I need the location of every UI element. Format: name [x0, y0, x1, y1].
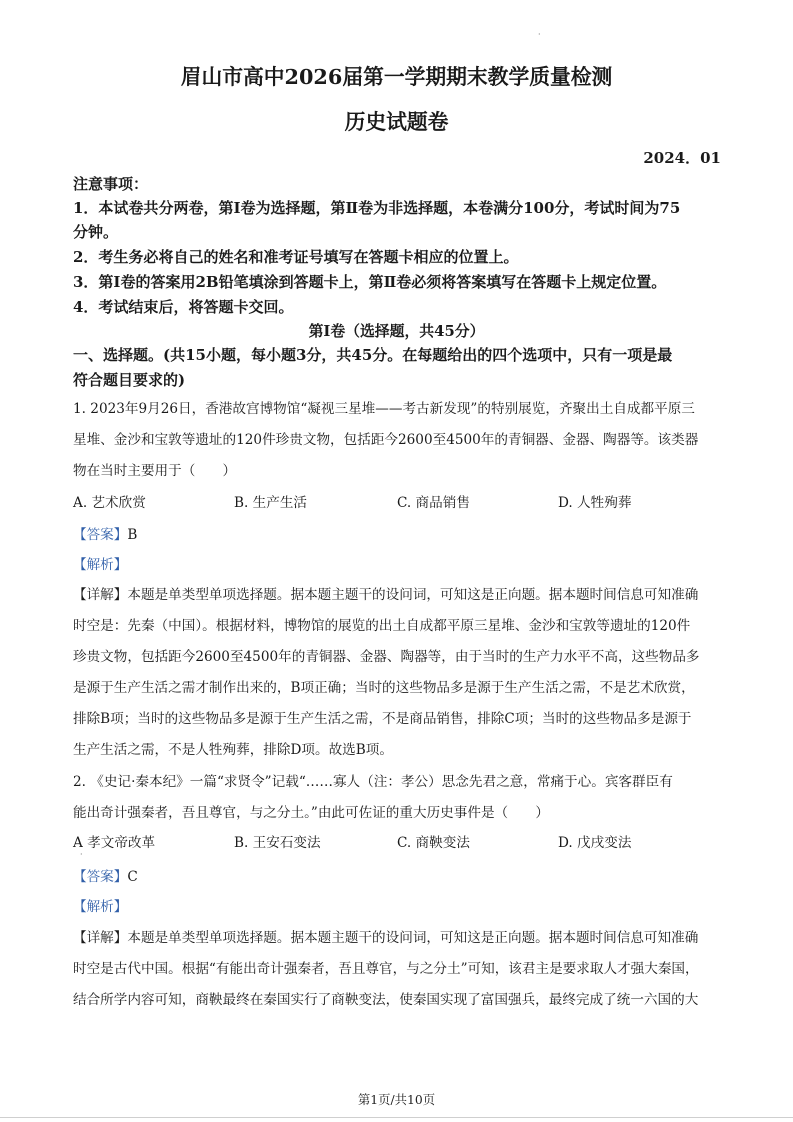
- q2-option-b: B. 王安石变法: [234, 835, 321, 851]
- q2-analysis-label: 【解析】: [73, 899, 128, 915]
- q1-detail-line-2: 时空是：先秦（中国）。根据材料，博物馆的展览的出土自成都平原三星堆、金沙和宝敦等遗址的120件: [73, 618, 691, 634]
- q1-stem-line-2: 星堆、金沙和宝敦等遗址的120件珍贵文物，包括距今2600至4500年的青铜器、金器、陶器等。该类器: [73, 432, 699, 448]
- q1-stem-line-3: 物在当时主要用于（ ）: [73, 463, 237, 479]
- q1-detail-line-6: 生产生活之需，不是人牲殉葬，排除D项。故选B项。: [73, 742, 393, 758]
- q1-option-a: A. 艺术欣赏: [73, 495, 146, 511]
- q2-option-d: D. 戊戌变法: [558, 835, 632, 851]
- q2-answer-value: C: [127, 869, 138, 885]
- q2-detail-line-2: 时空是古代中国。根据“有能出奇计强秦者，吾且尊官，与之分土”可知，该君主是要求取人才强大秦国，: [73, 961, 699, 977]
- q1-detail-line-1: 【详解】本题是单类型单项选择题。据本题主题干的设问词，可知这是正向题。据本题时间信息可知准确: [73, 587, 699, 603]
- section-title: 第Ⅰ卷（选择题，共45分）: [308, 323, 485, 340]
- q2-stem-line-2: 能出奇计强秦者，吾且尊官，与之分土。”由此可佐证的重大历史事件是（ ）: [73, 805, 549, 821]
- bottom-divider: [0, 1117, 793, 1118]
- q1-answer: [73, 523, 137, 543]
- q2-stem-line-1: 2. 《史记·秦本纪》一篇“求贤令”记载“……寡人（注：孝公）思念先君之意，常痛于心。宾客群臣有: [73, 774, 673, 790]
- notice-line-1a: 1．本试卷共分两卷，第Ⅰ卷为选择题，第Ⅱ卷为非选择题，本卷满分100分，考试时间为75: [73, 199, 681, 217]
- notice-line-1b: 分钟。: [73, 223, 119, 241]
- page-number: 第1页/共10页: [357, 1093, 436, 1107]
- q2-option-c: C. 商鞅变法: [397, 835, 470, 851]
- q2-detail-line-3: 结合所学内容可知，商鞅最终在秦国实行了商鞅变法，使秦国实现了富国强兵，最终完成了统一六国的大: [73, 992, 699, 1008]
- q1-stem-line-1: 1. 2023年9月26日，香港故宫博物馆“凝视三星堆——考古新发现”的特别展览，齐聚出土自成都平原三: [73, 401, 695, 417]
- q2-detail-line-1: 【详解】本题是单类型单项选择题。据本题主题干的设问词，可知这是正向题。据本题时间信息可知准确: [73, 930, 699, 946]
- q1-detail-line-3: 珍贵文物，包括距今2600至4500年的青铜器、金器、陶器等，由于当时的生产力水平不高，这些物品多: [73, 649, 700, 665]
- q2-answer-label: 【答案】: [73, 869, 128, 885]
- q1-answer-label: 【答案】: [73, 527, 128, 543]
- q1-analysis-label: 【解析】: [73, 557, 128, 573]
- q1-option-c: C. 商品销售: [397, 495, 470, 511]
- notice-heading: 注意事项：: [73, 175, 149, 193]
- q1-answer-value: B: [127, 527, 138, 543]
- exam-title: 眉山市高中2026届第一学期期末教学质量检测: [180, 64, 613, 89]
- notice-line-3: 3．第Ⅰ卷的答案用2B铅笔填涂到答题卡上，第Ⅱ卷必须将答案填写在答题卡上规定位置。: [73, 273, 667, 291]
- exam-date: 2024．01: [643, 149, 721, 167]
- q1-detail-line-4: 是源于生产生活之需才制作出来的，B项正确；当时的这些物品多是源于生产生活之需，不是艺术欣赏，: [73, 680, 695, 696]
- exam-subtitle: 历史试题卷: [344, 109, 449, 134]
- q2-stray-dot: ·: [80, 850, 83, 859]
- notice-line-4: 4．考试结束后，将答题卡交回。: [73, 298, 294, 316]
- q2-option-a: A 孝文帝改革: [73, 835, 156, 851]
- q1-detail-line-5: 排除B项；当时的这些物品多是源于生产生活之需，不是商品销售，排除C项；当时的这些物品多是源于: [73, 711, 692, 727]
- section-instruction-b: 符合题目要求的): [73, 371, 186, 389]
- q1-option-b: B. 生产生活: [234, 495, 308, 511]
- corner-dot: ·: [538, 30, 541, 39]
- q2-answer: [73, 865, 138, 885]
- notice-line-2: 2．考生务必将自己的姓名和准考证号填写在答题卡相应的位置上。: [73, 248, 519, 266]
- q1-option-d: D. 人牲殉葬: [558, 495, 632, 511]
- section-instruction-a: 一、选择题。(共15小题，每小题3分，共45分。在每题给出的四个选项中，只有一项是最: [73, 346, 673, 364]
